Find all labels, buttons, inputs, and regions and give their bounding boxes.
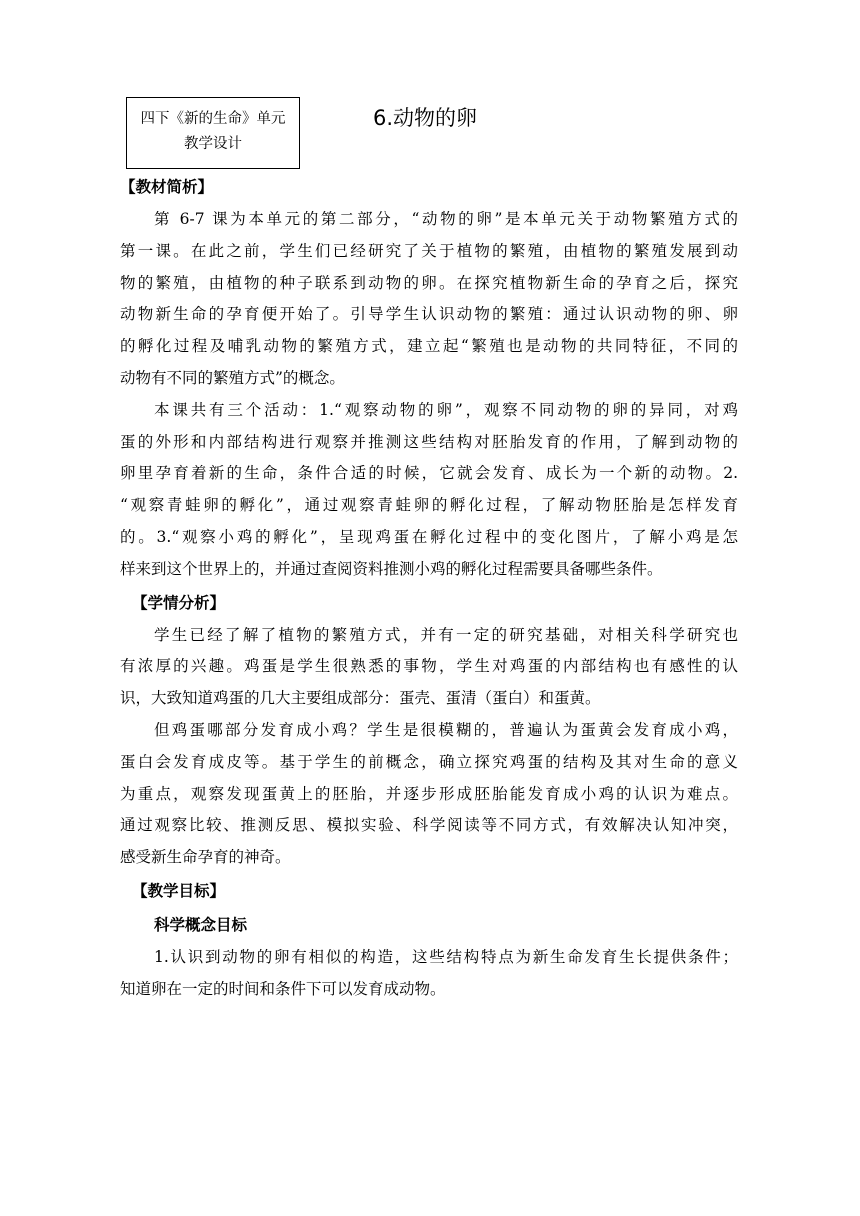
- paragraph: [120, 715, 738, 874]
- paragraph-line: 本课共有三个活动：1.“观察动物的卵”，观察不同动物的卵的异同，对鸡: [154, 400, 738, 419]
- paragraph-line: 动物有不同的繁殖方式”的概念。: [120, 368, 345, 387]
- paragraph-line: 蛋的外形和内部结构进行观察并推测这些结构对胚胎发育的作用，了解到动物的: [120, 432, 738, 451]
- paragraph-line: 为重点，观察发现蛋黄上的胚胎，并逐步形成胚胎能发育成小鸡的认识为难点。: [120, 784, 738, 803]
- paragraph: [120, 942, 738, 1006]
- paragraph-line: 感受新生命孕育的神奇。: [120, 848, 291, 867]
- lesson-title: 6.动物的卵: [373, 106, 478, 130]
- unit-label-box: [126, 97, 300, 169]
- paragraph-line: 蛋白会发育成皮等。基于学生的前概念，确立探究鸡蛋的结构及其对生命的意义: [120, 752, 738, 771]
- unit-label-line-1: 四下《新的生命》单元: [140, 111, 286, 127]
- paragraph-line: 但鸡蛋哪部分发育成小鸡？学生是很模糊的，普遍认为蛋黄会发育成小鸡，: [154, 720, 738, 739]
- paragraph-line: 识，大致知道鸡蛋的几大主要组成部分：蛋壳、蛋清（蛋白）和蛋黄。: [120, 689, 601, 708]
- paragraph-line: 1.认识到动物的卵有相似的构造，这些结构特点为新生命发育生长提供条件；: [154, 947, 738, 966]
- paragraph-line: 样来到这个世界上的，并通过查阅资料推测小鸡的孵化过程需要具备哪些条件。: [120, 559, 663, 578]
- paragraph: [120, 620, 738, 715]
- sub-heading: 科学概念目标: [154, 915, 248, 934]
- paragraph-line: 第 6-7 课为本单元的第二部分，“动物的卵”是本单元关于动物繁殖方式的: [154, 210, 738, 228]
- paragraph-line: “观察青蛙卵的孵化”，通过观察青蛙卵的孵化过程，了解动物胚胎是怎样发育: [120, 496, 738, 515]
- document-body: [120, 170, 738, 1006]
- paragraph-line: 学生已经了解了植物的繁殖方式，并有一定的研究基础，对相关科学研究也: [154, 625, 738, 644]
- unit-label-line-2: 教学设计: [184, 136, 242, 152]
- section-heading: 【教学目标】: [132, 881, 226, 900]
- paragraph-line: 第一课。在此之前，学生们已经研究了关于植物的繁殖，由植物的繁殖发展到动: [120, 241, 738, 260]
- paragraph-line: 的。3.“观察小鸡的孵化”，呈现鸡蛋在孵化过程中的变化图片，了解小鸡是怎: [120, 527, 738, 546]
- paragraph-line: 的孵化过程及哺乳动物的繁殖方式，建立起“繁殖也是动物的共同特征，不同的: [120, 337, 738, 356]
- section-heading: 【教材简析】: [120, 178, 214, 196]
- paragraph-line: 知道卵在一定的时间和条件下可以发育成动物。: [120, 979, 446, 998]
- paragraph-line: 有浓厚的兴趣。鸡蛋是学生很熟悉的事物，学生对鸡蛋的内部结构也有感性的认: [120, 657, 738, 676]
- paragraph-line: 动物新生命的孕育便开始了。引导学生认识动物的繁殖：通过认识动物的卵、卵: [120, 305, 738, 324]
- paragraph-line: 通过观察比较、推测反思、模拟实验、科学阅读等不同方式，有效解决认知冲突，: [120, 816, 738, 835]
- paragraph-line: 物的繁殖，由植物的种子联系到动物的卵。在探究植物新生命的孕育之后，探究: [120, 273, 738, 292]
- section-heading: 【学情分析】: [132, 593, 226, 612]
- paragraph-line: 卵里孕育着新的生命，条件合适的时候，它就会发育、成长为一个新的动物。2.: [120, 464, 738, 483]
- paragraph: [120, 395, 738, 586]
- paragraph: [120, 204, 738, 395]
